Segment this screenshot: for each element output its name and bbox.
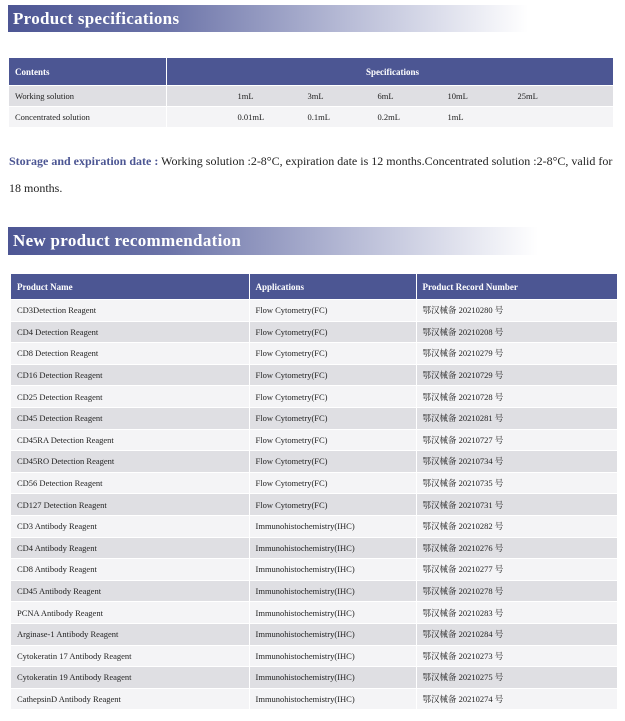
spec-row-concentrated [9,107,613,128]
product-application: Flow Cytometry(FC) [249,407,416,429]
product-application: Immunohistochemistry(IHC) [249,667,416,689]
product-name: CD4 Detection Reagent [11,321,249,343]
spec-row-name: Concentrated solution [9,107,166,128]
spec-value: 1mL [237,91,254,101]
table-row [11,602,617,624]
product-application: Flow Cytometry(FC) [249,494,416,516]
spec-table [9,58,614,127]
table-row [11,559,617,581]
applications-header: Applications [249,274,416,300]
table-row [11,407,617,429]
contents-header: Contents [9,58,166,86]
spec-value: 1mL [447,112,464,122]
storage-note [9,148,619,202]
product-application: Flow Cytometry(FC) [249,321,416,343]
table-row [11,429,617,451]
product-record-number: 鄂汉械备 20210277 号 [416,559,617,581]
storage-label: Storage and expiration date : [9,154,159,168]
product-name: CD4 Antibody Reagent [11,537,249,559]
product-application: Immunohistochemistry(IHC) [249,688,416,709]
table-row [11,515,617,537]
spec-row-name: Working solution [9,86,166,107]
spec-value: 6mL [377,91,394,101]
spec-value: 0.1mL [307,112,330,122]
table-row [11,472,617,494]
product-name: CD45RA Detection Reagent [11,429,249,451]
spec-value: 25mL [517,91,538,101]
product-record-number: 鄂汉械备 20210282 号 [416,515,617,537]
recommendation-section-title: New product recommendation [8,227,538,255]
table-row [11,451,617,473]
product-record-number: 鄂汉械备 20210284 号 [416,623,617,645]
product-header-row [11,274,617,300]
product-application: Immunohistochemistry(IHC) [249,580,416,602]
spec-header-row [9,58,613,86]
product-name: CD45RO Detection Reagent [11,451,249,473]
product-record-number: 鄂汉械备 20210208 号 [416,321,617,343]
table-row [11,343,617,365]
product-record-number: 鄂汉械备 20210278 号 [416,580,617,602]
product-record-number: 鄂汉械备 20210735 号 [416,472,617,494]
product-record-number: 鄂汉械备 20210274 号 [416,688,617,709]
spec-row-values [166,107,613,128]
product-record-number: 鄂汉械备 20210281 号 [416,407,617,429]
product-record-number: 鄂汉械备 20210275 号 [416,667,617,689]
table-row [11,537,617,559]
product-application: Flow Cytometry(FC) [249,300,416,322]
product-application: Immunohistochemistry(IHC) [249,537,416,559]
product-record-number: 鄂汉械备 20210729 号 [416,364,617,386]
product-record-number: 鄂汉械备 20210279 号 [416,343,617,365]
spec-value: 0.2mL [377,112,400,122]
spec-value: 0.01mL [237,112,265,122]
product-application: Flow Cytometry(FC) [249,429,416,451]
product-record-number: 鄂汉械备 20210283 号 [416,602,617,624]
spec-section-title: Product specifications [8,5,528,32]
product-record-number: 鄂汉械备 20210731 号 [416,494,617,516]
storage-text: Working solution :2-8°C, expiration date is 12 months.Concentrated solution :2-8°C, valid for 18 months. [9,154,613,195]
table-row [11,645,617,667]
product-name: Cytokeratin 19 Antibody Reagent [11,667,249,689]
product-application: Flow Cytometry(FC) [249,343,416,365]
spec-row-working [9,86,613,107]
product-application: Flow Cytometry(FC) [249,364,416,386]
product-record-number: 鄂汉械备 20210276 号 [416,537,617,559]
product-application: Immunohistochemistry(IHC) [249,515,416,537]
product-name: CD3 Antibody Reagent [11,515,249,537]
table-row [11,364,617,386]
product-record-number: 鄂汉械备 20210727 号 [416,429,617,451]
product-name: CathepsinD Antibody Reagent [11,688,249,709]
product-name: CD3Detection Reagent [11,300,249,322]
spec-row-values [166,86,613,107]
table-row [11,623,617,645]
product-application: Immunohistochemistry(IHC) [249,602,416,624]
record-number-header: Product Record Number [416,274,617,300]
product-name: CD8 Antibody Reagent [11,559,249,581]
product-name: CD8 Detection Reagent [11,343,249,365]
product-name: CD56 Detection Reagent [11,472,249,494]
product-name: Cytokeratin 17 Antibody Reagent [11,645,249,667]
product-table [11,274,618,709]
product-record-number: 鄂汉械备 20210280 号 [416,300,617,322]
table-row [11,386,617,408]
spec-value: 3mL [307,91,324,101]
table-row [11,321,617,343]
product-record-number: 鄂汉械备 20210734 号 [416,451,617,473]
product-name: CD127 Detection Reagent [11,494,249,516]
table-row [11,300,617,322]
product-name: CD16 Detection Reagent [11,364,249,386]
product-name: CD45 Antibody Reagent [11,580,249,602]
table-row [11,580,617,602]
product-record-number: 鄂汉械备 20210273 号 [416,645,617,667]
table-row [11,667,617,689]
product-record-number: 鄂汉械备 20210728 号 [416,386,617,408]
product-application: Immunohistochemistry(IHC) [249,623,416,645]
table-row [11,494,617,516]
product-name-header: Product Name [11,274,249,300]
product-application: Flow Cytometry(FC) [249,451,416,473]
spec-value: 10mL [447,91,468,101]
product-name: Arginase-1 Antibody Reagent [11,623,249,645]
product-name: CD45 Detection Reagent [11,407,249,429]
product-name: PCNA Antibody Reagent [11,602,249,624]
product-application: Immunohistochemistry(IHC) [249,559,416,581]
product-application: Flow Cytometry(FC) [249,472,416,494]
product-application: Immunohistochemistry(IHC) [249,645,416,667]
product-name: CD25 Detection Reagent [11,386,249,408]
table-row [11,688,617,709]
product-application: Flow Cytometry(FC) [249,386,416,408]
specifications-header: Specifications [166,58,613,86]
